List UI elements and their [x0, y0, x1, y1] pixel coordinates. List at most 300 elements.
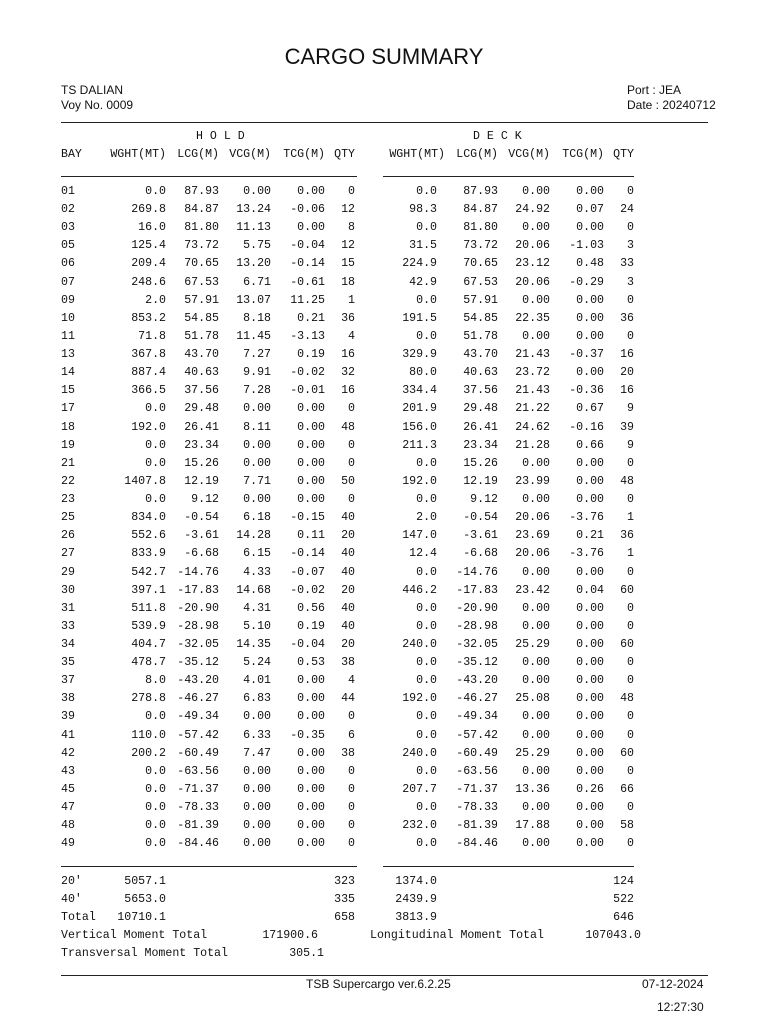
cell-deck-tcg: 0.00	[576, 474, 604, 488]
cell-deck-wght: 240.0	[402, 746, 437, 760]
cell-hold-tcg: 0.00	[297, 493, 325, 507]
cell-deck-wght: 98.3	[409, 203, 437, 217]
cell-bay: 14	[61, 366, 75, 380]
header-divider	[61, 122, 708, 123]
cell-deck-qty: 0	[627, 329, 634, 343]
cell-deck-vcg: 0.00	[522, 656, 550, 670]
cell-hold-tcg: -0.02	[290, 366, 325, 380]
cell-deck-qty: 0	[627, 674, 634, 688]
totals-20-label: 20'	[61, 875, 82, 888]
cell-deck-lcg: 84.87	[463, 203, 498, 217]
cell-hold-qty: 48	[341, 420, 355, 434]
cell-hold-wght: 0.0	[145, 493, 166, 507]
cell-deck-qty: 24	[620, 203, 634, 217]
cell-deck-tcg: 0.00	[576, 764, 604, 778]
cell-deck-lcg: 54.85	[463, 311, 498, 325]
cell-bay: 19	[61, 438, 75, 452]
cell-deck-qty: 3	[627, 275, 634, 289]
totals-40-hold-wght: 5653.0	[124, 893, 166, 906]
cell-deck-wght: 446.2	[402, 583, 437, 597]
cell-hold-qty: 40	[341, 619, 355, 633]
cell-deck-wght: 147.0	[402, 529, 437, 543]
totals-total-deck-qty: 646	[613, 911, 634, 924]
cell-hold-wght: 0.0	[145, 837, 166, 851]
cell-deck-vcg: 23.42	[515, 583, 550, 597]
cell-deck-qty: 36	[620, 311, 634, 325]
cell-hold-wght: 833.9	[131, 547, 166, 561]
cell-bay: 09	[61, 293, 75, 307]
cell-deck-vcg: 0.00	[522, 329, 550, 343]
table-row	[0, 219, 768, 237]
cell-hold-vcg: 11.45	[236, 329, 271, 343]
cell-deck-vcg: 20.06	[515, 239, 550, 253]
cell-bay: 48	[61, 819, 75, 833]
cell-deck-wght: 334.4	[402, 384, 437, 398]
cell-bay: 35	[61, 656, 75, 670]
totals-40-label: 40'	[61, 893, 82, 906]
cell-deck-vcg: 23.12	[515, 257, 550, 271]
col-header-hold-qty: QTY	[334, 148, 355, 161]
cell-deck-qty: 20	[620, 366, 634, 380]
cell-bay: 05	[61, 239, 75, 253]
cell-hold-qty: 20	[341, 583, 355, 597]
cell-deck-tcg: 0.00	[576, 366, 604, 380]
cell-deck-vcg: 20.06	[515, 275, 550, 289]
cell-hold-wght: 0.0	[145, 819, 166, 833]
cell-hold-wght: 542.7	[131, 565, 166, 579]
cell-hold-vcg: 9.91	[243, 366, 271, 380]
cell-deck-qty: 0	[627, 221, 634, 235]
cell-hold-tcg: 11.25	[290, 293, 325, 307]
table-row	[0, 328, 768, 346]
cell-hold-wght: 539.9	[131, 619, 166, 633]
page-title: CARGO SUMMARY	[284, 44, 484, 69]
cell-hold-vcg: 0.00	[243, 456, 271, 470]
cell-hold-wght: 478.7	[131, 656, 166, 670]
cell-deck-tcg: 0.00	[576, 710, 604, 724]
cell-deck-wght: 240.0	[402, 638, 437, 651]
cell-deck-tcg: 0.26	[576, 782, 604, 796]
table-row	[0, 636, 768, 654]
cell-deck-qty: 0	[627, 293, 634, 307]
cell-bay: 13	[61, 348, 75, 362]
cell-deck-vcg: 0.00	[522, 493, 550, 507]
cell-deck-tcg: 0.00	[576, 329, 604, 343]
cell-deck-vcg: 25.08	[515, 692, 550, 706]
cell-deck-qty: 48	[620, 474, 634, 488]
deck-table-bottom-rule	[383, 866, 634, 867]
cell-hold-lcg: 15.26	[184, 456, 219, 470]
table-row	[0, 690, 768, 708]
cell-hold-tcg: 0.00	[297, 782, 325, 796]
port-label: Port : JEA	[627, 83, 682, 97]
cell-hold-wght: 0.0	[145, 801, 166, 815]
cell-hold-qty: 18	[341, 275, 355, 289]
cell-hold-lcg: -0.54	[184, 511, 219, 525]
cell-hold-wght: 0.0	[145, 456, 166, 470]
cell-hold-wght: 511.8	[131, 601, 166, 615]
cell-deck-qty: 0	[627, 801, 634, 815]
cell-hold-tcg: 0.00	[297, 837, 325, 851]
cell-deck-lcg: -84.46	[456, 837, 498, 851]
cell-deck-lcg: -3.61	[463, 529, 498, 543]
cell-hold-wght: 192.0	[131, 420, 166, 434]
vessel-name: TS DALIAN	[61, 83, 124, 97]
cell-deck-wght: 2.0	[416, 511, 437, 525]
cell-hold-tcg: -0.01	[290, 384, 325, 398]
cell-hold-lcg: -43.20	[177, 674, 219, 688]
cell-deck-tcg: 0.00	[576, 656, 604, 670]
cell-hold-lcg: -71.37	[177, 782, 219, 796]
cell-deck-wght: 232.0	[402, 819, 437, 833]
cell-deck-tcg: 0.48	[576, 257, 604, 271]
cell-hold-tcg: -0.35	[290, 728, 325, 742]
cell-hold-lcg: -63.56	[177, 764, 219, 778]
table-row	[0, 346, 768, 364]
cell-deck-tcg: 0.00	[576, 493, 604, 507]
table-row	[0, 310, 768, 328]
cell-hold-lcg: 51.78	[184, 329, 219, 343]
cell-hold-tcg: 0.00	[297, 674, 325, 688]
cell-hold-wght: 834.0	[131, 511, 166, 525]
totals-40-hold-qty: 335	[334, 893, 355, 906]
cell-deck-qty: 36	[620, 529, 634, 543]
cell-bay: 07	[61, 275, 75, 289]
col-header-hold-wght: WGHT(MT)	[110, 148, 166, 161]
cell-hold-tcg: 0.00	[297, 801, 325, 815]
cell-bay: 39	[61, 710, 75, 724]
cell-hold-wght: 0.0	[145, 764, 166, 778]
cell-deck-lcg: -60.49	[456, 746, 498, 760]
cell-hold-lcg: -57.42	[177, 728, 219, 742]
cell-deck-wght: 191.5	[402, 311, 437, 325]
longitudinal-moment-value: 107043.0	[585, 929, 641, 942]
transversal-moment-value: 305.1	[289, 947, 324, 960]
table-row	[0, 708, 768, 726]
cell-deck-qty: 0	[627, 456, 634, 470]
cell-hold-qty: 44	[341, 692, 355, 706]
cell-hold-lcg: 43.70	[184, 348, 219, 362]
cell-deck-vcg: 0.00	[522, 837, 550, 851]
cell-hold-wght: 110.0	[131, 728, 166, 742]
cell-deck-lcg: -57.42	[456, 728, 498, 742]
table-row	[0, 835, 768, 853]
cell-hold-wght: 0.0	[145, 710, 166, 724]
cell-deck-lcg: -32.05	[456, 638, 498, 651]
table-row	[0, 817, 768, 835]
cell-deck-vcg: 23.99	[515, 474, 550, 488]
cell-deck-wght: 0.0	[416, 837, 437, 851]
cell-hold-lcg: -6.68	[184, 547, 219, 561]
vertical-moment-label: Vertical Moment Total	[61, 929, 208, 942]
cell-deck-qty: 39	[620, 420, 634, 434]
cell-hold-vcg: 0.00	[243, 402, 271, 416]
table-row	[0, 400, 768, 418]
cell-bay: 01	[61, 185, 75, 198]
cell-deck-qty: 0	[627, 837, 634, 851]
cell-hold-vcg: 0.00	[243, 493, 271, 507]
cell-deck-vcg: 0.00	[522, 619, 550, 633]
cell-hold-wght: 200.2	[131, 746, 166, 760]
cell-hold-tcg: 0.00	[297, 185, 325, 198]
cell-hold-wght: 2.0	[145, 293, 166, 307]
cell-deck-tcg: 0.00	[576, 619, 604, 633]
cell-deck-tcg: 0.04	[576, 583, 604, 597]
cell-deck-vcg: 13.36	[515, 782, 550, 796]
totals-40-deck-wght: 2439.9	[395, 893, 437, 906]
table-row	[0, 618, 768, 636]
cell-hold-vcg: 7.27	[243, 348, 271, 362]
cell-bay: 15	[61, 384, 75, 398]
cell-deck-qty: 9	[627, 438, 634, 452]
cell-deck-tcg: -3.76	[569, 547, 604, 561]
cell-hold-qty: 40	[341, 511, 355, 525]
cell-hold-tcg: 0.00	[297, 402, 325, 416]
cell-hold-qty: 12	[341, 203, 355, 217]
cell-deck-lcg: -49.34	[456, 710, 498, 724]
table-row	[0, 419, 768, 437]
cell-hold-tcg: 0.21	[297, 311, 325, 325]
cell-deck-qty: 0	[627, 656, 634, 670]
cell-bay: 31	[61, 601, 75, 615]
cell-deck-lcg: -0.54	[463, 511, 498, 525]
table-row	[0, 274, 768, 292]
cell-deck-vcg: 0.00	[522, 710, 550, 724]
cell-deck-lcg: -6.68	[463, 547, 498, 561]
cell-deck-qty: 0	[627, 728, 634, 742]
cell-deck-tcg: -1.03	[569, 239, 604, 253]
cell-deck-wght: 156.0	[402, 420, 437, 434]
cell-hold-lcg: -17.83	[177, 583, 219, 597]
cell-hold-vcg: 11.13	[236, 221, 271, 235]
cell-hold-qty: 16	[341, 384, 355, 398]
cell-deck-tcg: 0.00	[576, 746, 604, 760]
cell-hold-lcg: 40.63	[184, 366, 219, 380]
table-row	[0, 799, 768, 817]
cell-deck-lcg: 43.70	[463, 348, 498, 362]
cell-deck-lcg: -78.33	[456, 801, 498, 815]
cell-deck-tcg: 0.00	[576, 293, 604, 307]
cell-hold-vcg: 13.07	[236, 293, 271, 307]
cell-hold-qty: 6	[348, 728, 355, 742]
cell-deck-tcg: 0.00	[576, 728, 604, 742]
cell-deck-wght: 0.0	[416, 185, 437, 198]
cell-hold-tcg: -3.13	[290, 329, 325, 343]
cell-hold-vcg: 4.01	[243, 674, 271, 688]
cell-hold-lcg: 84.87	[184, 203, 219, 217]
cell-hold-lcg: 23.34	[184, 438, 219, 452]
cell-deck-vcg: 0.00	[522, 801, 550, 815]
cell-hold-vcg: 14.68	[236, 583, 271, 597]
cell-hold-lcg: -81.39	[177, 819, 219, 833]
cell-hold-tcg: -0.61	[290, 275, 325, 289]
cell-hold-wght: 8.0	[145, 674, 166, 688]
cell-deck-tcg: -0.29	[569, 275, 604, 289]
table-row	[0, 763, 768, 781]
cell-deck-tcg: 0.00	[576, 221, 604, 235]
cell-bay: 42	[61, 746, 75, 760]
cell-hold-qty: 40	[341, 601, 355, 615]
cell-hold-tcg: 0.11	[297, 529, 325, 543]
cell-hold-vcg: 14.35	[236, 638, 271, 651]
cell-bay: 41	[61, 728, 75, 742]
cell-hold-vcg: 5.24	[243, 656, 271, 670]
cell-deck-wght: 329.9	[402, 348, 437, 362]
cell-hold-qty: 0	[348, 764, 355, 778]
table-row	[0, 437, 768, 455]
cell-hold-qty: 0	[348, 402, 355, 416]
cell-hold-vcg: 0.00	[243, 837, 271, 851]
cell-hold-qty: 4	[348, 674, 355, 688]
cell-deck-vcg: 23.69	[515, 529, 550, 543]
cell-hold-tcg: -0.06	[290, 203, 325, 217]
totals-20-deck-qty: 124	[613, 875, 634, 888]
cell-hold-lcg: 26.41	[184, 420, 219, 434]
transversal-moment-label: Transversal Moment Total	[61, 947, 228, 960]
cell-deck-vcg: 0.00	[522, 565, 550, 579]
cell-deck-tcg: 0.00	[576, 692, 604, 706]
cell-deck-tcg: 0.00	[576, 456, 604, 470]
cell-bay: 02	[61, 203, 75, 217]
cell-deck-qty: 16	[620, 348, 634, 362]
cell-deck-qty: 48	[620, 692, 634, 706]
cell-hold-tcg: 0.00	[297, 420, 325, 434]
cell-hold-wght: 16.0	[138, 221, 166, 235]
cell-hold-tcg: 0.00	[297, 221, 325, 235]
cell-hold-qty: 38	[341, 746, 355, 760]
col-header-bay: BAY	[61, 148, 82, 161]
col-header-deck-lcg: LCG(M)	[456, 148, 498, 161]
cell-bay: 30	[61, 583, 75, 597]
cell-hold-wght: 278.8	[131, 692, 166, 706]
cell-bay: 17	[61, 402, 75, 416]
cell-deck-tcg: 0.00	[576, 801, 604, 815]
cell-hold-qty: 36	[341, 311, 355, 325]
cell-hold-wght: 269.8	[131, 203, 166, 217]
col-header-deck-vcg: VCG(M)	[508, 148, 550, 161]
cell-deck-lcg: -81.39	[456, 819, 498, 833]
cell-hold-vcg: 0.00	[243, 782, 271, 796]
cell-deck-vcg: 0.00	[522, 185, 550, 198]
table-row	[0, 654, 768, 672]
cell-hold-tcg: -0.02	[290, 583, 325, 597]
cell-hold-lcg: -60.49	[177, 746, 219, 760]
cell-hold-tcg: 0.00	[297, 438, 325, 452]
cell-deck-qty: 3	[627, 239, 634, 253]
cell-hold-lcg: 57.91	[184, 293, 219, 307]
cell-deck-lcg: -46.27	[456, 692, 498, 706]
cell-deck-lcg: 9.12	[470, 493, 498, 507]
table-row	[0, 564, 768, 582]
cell-deck-wght: 0.0	[416, 764, 437, 778]
cell-deck-tcg: 0.00	[576, 638, 604, 651]
hold-table-bottom-rule	[61, 866, 357, 867]
cell-hold-qty: 0	[348, 819, 355, 833]
cell-deck-qty: 0	[627, 764, 634, 778]
cell-hold-vcg: 0.00	[243, 801, 271, 815]
cell-hold-vcg: 6.18	[243, 511, 271, 525]
cell-bay: 43	[61, 764, 75, 778]
cell-deck-tcg: 0.07	[576, 203, 604, 217]
cell-deck-qty: 58	[620, 819, 634, 833]
cell-hold-wght: 0.0	[145, 438, 166, 452]
table-row	[0, 455, 768, 473]
cell-hold-vcg: 13.20	[236, 257, 271, 271]
cell-deck-qty: 0	[627, 619, 634, 633]
cell-deck-lcg: -35.12	[456, 656, 498, 670]
cell-deck-wght: 0.0	[416, 329, 437, 343]
cell-deck-wght: 12.4	[409, 547, 437, 561]
cell-deck-vcg: 17.88	[515, 819, 550, 833]
cell-hold-vcg: 5.10	[243, 619, 271, 633]
col-header-hold-tcg: TCG(M)	[283, 148, 325, 161]
cell-deck-vcg: 0.00	[522, 728, 550, 742]
cell-deck-vcg: 0.00	[522, 293, 550, 307]
cell-hold-tcg: 0.00	[297, 746, 325, 760]
cell-hold-vcg: 4.31	[243, 601, 271, 615]
cell-hold-vcg: 7.71	[243, 474, 271, 488]
cell-hold-tcg: -0.07	[290, 565, 325, 579]
cell-deck-vcg: 24.62	[515, 420, 550, 434]
cell-deck-vcg: 21.22	[515, 402, 550, 416]
cell-hold-wght: 209.4	[131, 257, 166, 271]
cell-bay: 06	[61, 257, 75, 271]
cell-deck-wght: 224.9	[402, 257, 437, 271]
cell-deck-vcg: 0.00	[522, 764, 550, 778]
hold-table-top-rule	[61, 176, 357, 177]
cell-deck-lcg: 70.65	[463, 257, 498, 271]
cell-hold-tcg: -0.14	[290, 547, 325, 561]
cell-bay: 47	[61, 801, 75, 815]
totals-40-deck-qty: 522	[613, 893, 634, 906]
cell-hold-vcg: 8.18	[243, 311, 271, 325]
cell-deck-qty: 66	[620, 782, 634, 796]
table-row	[0, 781, 768, 799]
cell-hold-lcg: -14.76	[177, 565, 219, 579]
cell-hold-tcg: 0.56	[297, 601, 325, 615]
cell-deck-wght: 0.0	[416, 801, 437, 815]
cell-deck-lcg: 29.48	[463, 402, 498, 416]
table-row	[0, 255, 768, 273]
cell-hold-qty: 16	[341, 348, 355, 362]
cell-hold-vcg: 6.71	[243, 275, 271, 289]
cell-deck-qty: 0	[627, 601, 634, 615]
cell-deck-lcg: 26.41	[463, 420, 498, 434]
cell-deck-wght: 0.0	[416, 601, 437, 615]
totals-20-hold-wght: 5057.1	[124, 875, 166, 888]
col-header-deck-tcg: TCG(M)	[562, 148, 604, 161]
totals-20-hold-qty: 323	[334, 875, 355, 888]
cell-deck-tcg: 0.00	[576, 565, 604, 579]
software-version: TSB Supercargo ver.6.2.25	[306, 977, 451, 991]
totals-total-label: Total	[61, 911, 96, 924]
footer-divider	[61, 975, 708, 976]
cell-deck-qty: 0	[627, 185, 634, 198]
cell-hold-vcg: 13.24	[236, 203, 271, 217]
cell-hold-lcg: -20.90	[177, 601, 219, 615]
footer-time: 12:27:30	[657, 1000, 704, 1014]
totals-total-hold-qty: 658	[334, 911, 355, 924]
col-header-hold-vcg: VCG(M)	[229, 148, 271, 161]
footer-date: 07-12-2024	[642, 977, 704, 991]
cell-deck-lcg: -14.76	[456, 565, 498, 579]
table-row	[0, 582, 768, 600]
cell-deck-qty: 60	[620, 746, 634, 760]
cell-deck-tcg: 0.66	[576, 438, 604, 452]
cell-deck-qty: 16	[620, 384, 634, 398]
table-row	[0, 364, 768, 382]
cell-hold-qty: 0	[348, 837, 355, 851]
